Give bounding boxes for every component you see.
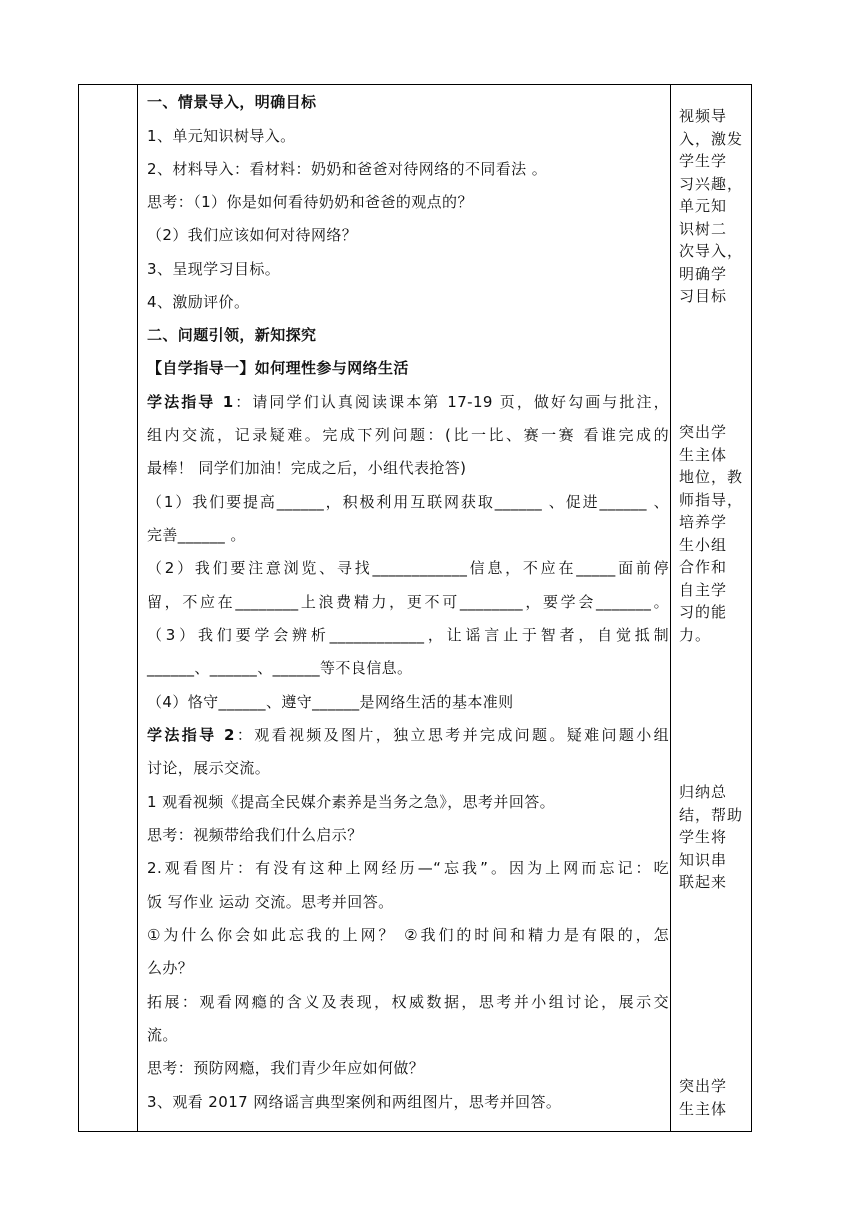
design-note-line: 力。 xyxy=(679,625,712,644)
content-line: ______、______、______等不良信息。 xyxy=(147,659,413,677)
content-line: 思考：预防网瘾，我们青少年应如何做？ xyxy=(147,1059,425,1077)
design-note-line: 视频导 xyxy=(679,107,728,125)
content-line xyxy=(147,724,669,746)
design-note-line: 结，帮助 xyxy=(679,805,744,824)
content-line: 4、激励评价。 xyxy=(147,293,250,311)
content-line: 组内交流，记录疑难。完成下列问题：(比一比、赛一赛 看谁完成的 xyxy=(147,426,669,444)
content-line: 最棒！ 同学们加油！完成之后，小组代表抢答) xyxy=(147,459,467,477)
design-note-line: 突出学 xyxy=(679,1077,728,1095)
design-note-line: 联起来 xyxy=(679,873,728,891)
content-line: （2）我们应该如何对待网络？ xyxy=(147,226,358,244)
design-note-line: 突出学 xyxy=(679,423,728,441)
design-note-line: 自主学 xyxy=(679,580,728,599)
design-note-line: 次导入， xyxy=(679,242,744,260)
design-note-line: 习目标 xyxy=(679,287,728,305)
design-note-line: 生小组 xyxy=(679,535,728,554)
method-guide-label: 学法指导 1 xyxy=(147,393,234,411)
design-note-line: 学生学 xyxy=(679,152,728,170)
design-note-line: 明确学 xyxy=(679,264,728,283)
column-divider xyxy=(670,85,671,1131)
method-guide-label: 学法指导 2 xyxy=(147,726,235,744)
content-line: 一、情景导入，明确目标 xyxy=(147,93,317,111)
content-line: （3）我们要学会辨析____________，让谣言止于智者，自觉抵制 xyxy=(147,626,669,644)
content-line: 留，不应在________上浪费精力，更不可________，要学会_______。 xyxy=(147,593,669,611)
design-note-line: 地位，教 xyxy=(679,468,744,486)
content-line: 思考：视频带给我们什么启示？ xyxy=(147,826,363,844)
content-text: ：请同学们认真阅读课本第 17-19 页，做好勾画与批注， xyxy=(233,393,669,411)
design-note-line: 生主体 xyxy=(679,1099,728,1118)
design-note-line: 生主体 xyxy=(679,445,728,464)
content-line: 拓展：观看网瘾的含义及表现，权威数据，思考并小组讨论，展示交 xyxy=(147,993,669,1011)
design-note-line: 单元知 xyxy=(679,197,728,215)
content-line: 2、材料导入：看材料：奶奶和爸爸对待网络的不同看法 。 xyxy=(147,160,548,178)
content-line: 思考：（1）你是如何看待奶奶和爸爸的观点的？ xyxy=(147,193,473,211)
design-note-line: 归纳总 xyxy=(679,783,728,801)
design-note-line: 习兴趣， xyxy=(679,174,744,193)
content-line: 讨论，展示交流。 xyxy=(147,759,271,777)
design-note-line: 培养学 xyxy=(679,513,728,531)
content-line: 1 观看视频《提高全民媒介素养是当务之急》，思考并回答。 xyxy=(147,793,556,811)
content-line: 3、呈现学习目标。 xyxy=(147,260,281,278)
lesson-table xyxy=(78,84,752,1132)
design-note-line: 入，激发 xyxy=(679,129,744,148)
content-line: （4）恪守______、遵守______是网络生活的基本准则 xyxy=(147,693,514,711)
content-text: ：观看视频及图片，独立思考并完成问题。疑难问题小组 xyxy=(234,726,669,744)
content-line: 二、问题引领，新知探究 xyxy=(147,326,317,344)
content-line: 1、单元知识树导入。 xyxy=(147,127,296,145)
design-note-line: 学生将 xyxy=(679,828,728,846)
content-line: 2.观看图片：有没有这种上网经历—“忘我”。因为上网而忘记：吃 xyxy=(147,859,669,877)
design-note-line: 知识串 xyxy=(679,850,728,869)
content-line: ①为什么你会如此忘我的上网？ ②我们的时间和精力是有限的，怎 xyxy=(147,926,669,944)
content-line: 么办？ xyxy=(147,959,194,977)
content-line: 流。 xyxy=(147,1026,178,1044)
content-line: 【自学指导一】如何理性参与网络生活 xyxy=(147,359,409,377)
column-divider xyxy=(137,85,138,1131)
design-note-line: 识树二 xyxy=(679,219,728,238)
design-note-line: 合作和 xyxy=(679,558,728,576)
design-note-line: 师指导， xyxy=(679,490,744,509)
content-line xyxy=(147,391,669,413)
design-note-line: 习的能 xyxy=(679,603,728,621)
content-line: 3、观看 2017 网络谣言典型案例和两组图片，思考并回答。 xyxy=(147,1093,562,1111)
content-line: 完善______ 。 xyxy=(147,526,246,544)
content-line: 饭 写作业 运动 交流。思考并回答。 xyxy=(147,893,394,911)
content-line: （2）我们要注意浏览、寻找____________信息，不应在_____面前停 xyxy=(147,559,669,577)
content-line: （1）我们要提高______，积极利用互联网获取______ 、促进______ 、 xyxy=(147,493,669,511)
